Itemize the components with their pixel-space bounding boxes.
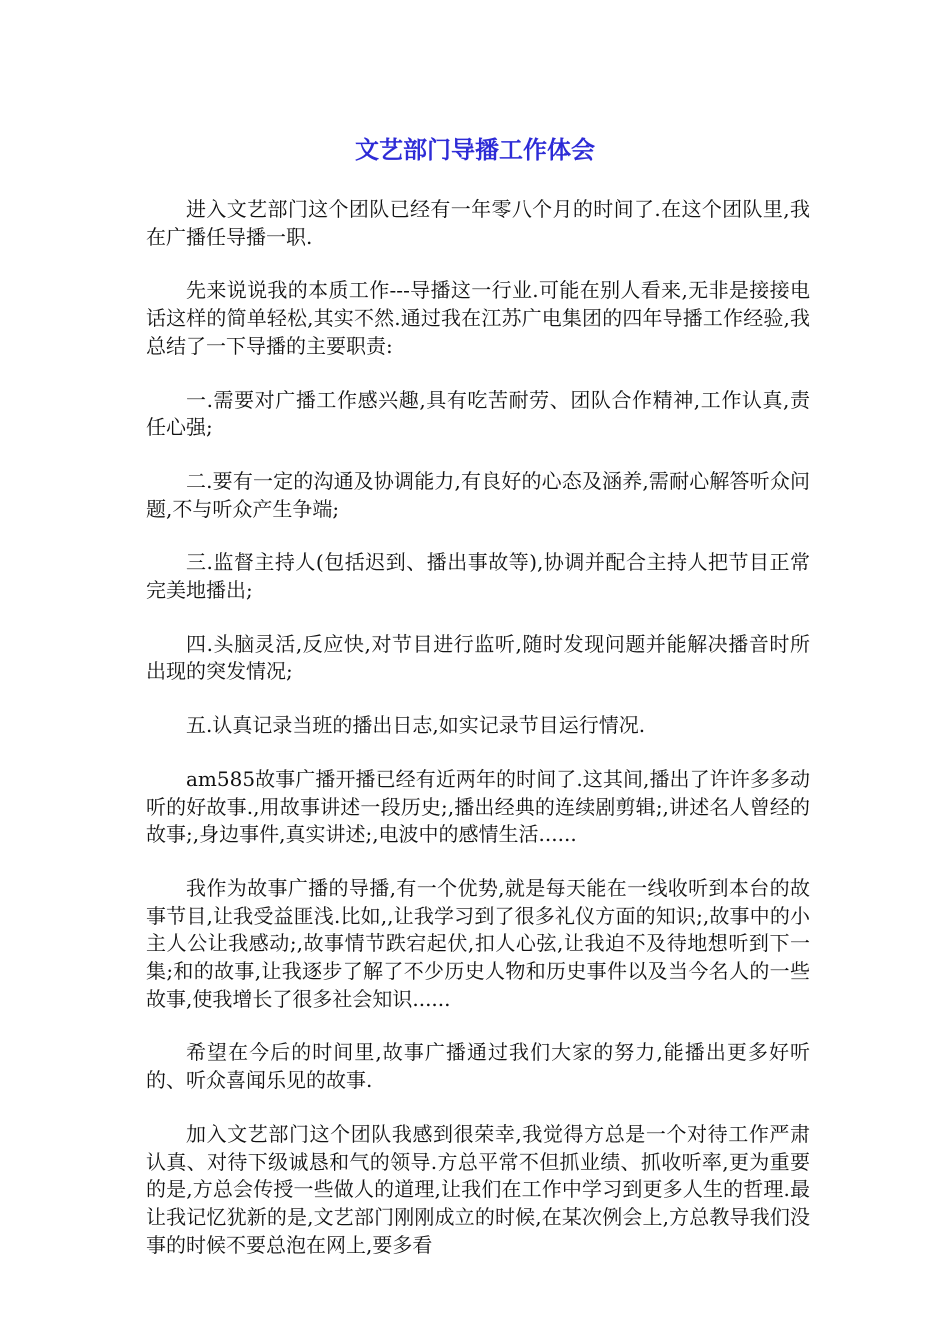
paragraph-5: 三.监督主持人(包括迟到、播出事故等),协调并配合主持人把节目正常完美地播出; (146, 550, 810, 603)
paragraph-4: 二.要有一定的沟通及协调能力,有良好的心态及涵养,需耐心解答听众问题,不与听众产生争端; (146, 468, 810, 521)
paragraph-7: 五.认真记录当班的播出日志,如实记录节目运行情况. (186, 713, 646, 738)
document-title: 文艺部门导播工作体会 (355, 136, 595, 164)
document-body (146, 196, 810, 1285)
paragraph-3: 一.需要对广播工作感兴趣,具有吃苦耐劳、团队合作精神,工作认真,责任心强; (146, 387, 810, 440)
paragraph-2: 先来说说我的本质工作---导播这一行业.可能在别人看来,无非是接接电话这样的简单轻松,其实不然.通过我在江苏广电集团的四年导播工作经验,我总结了一下导播的主要职责: (146, 278, 810, 358)
paragraph-1: 进入文艺部门这个团队已经有一年零八个月的时间了.在这个团队里,我在广播任导播一职. (146, 197, 810, 249)
paragraph-9: 我作为故事广播的导播,有一个优势,就是每天能在一线收听到本台的故事节目,让我受益匪浅.比如,,让我学习到了很多礼仪方面的知识;,故事中的小主人公让我感动;,故事情节跌宕起伏,扣人心弦,让我迫不及待地想听到下一集;和的故事,让我逐步了解了不少历史人物和历史事件以及当今名人的一些故事,使我增长了很多社会知识...... (146, 875, 810, 1011)
paragraph-8: am585故事广播开播已经有近两年的时间了.这其间,播出了许许多多动听的好故事.,用故事讲述一段历史;,播出经典的连续剧剪辑;,讲述名人曾经的故事;,身边事件,真实讲述;,电波中的感情生活...... (146, 766, 810, 847)
paragraph-10: 希望在今后的时间里,故事广播通过我们大家的努力,能播出更多好听的、听众喜闻乐见的故事. (146, 1040, 810, 1093)
paragraph-11: 加入文艺部门这个团队我感到很荣幸,我觉得方总是一个对待工作严肃认真、对待下级诚恳和气的领导.方总平常不但抓业绩、抓收听率,更为重要的是,方总会传授一些做人的道理,让我们在工作中学习到更多人生的哲理.最让我记忆犹新的是,文艺部门刚刚成立的时候,在某次例会上,方总教导我们没事的时候不要总泡在网上,要多看 (146, 1121, 810, 1257)
paragraph-6: 四.头脑灵活,反应快,对节目进行监听,随时发现问题并能解决播音时所出现的突发情况; (146, 631, 810, 684)
